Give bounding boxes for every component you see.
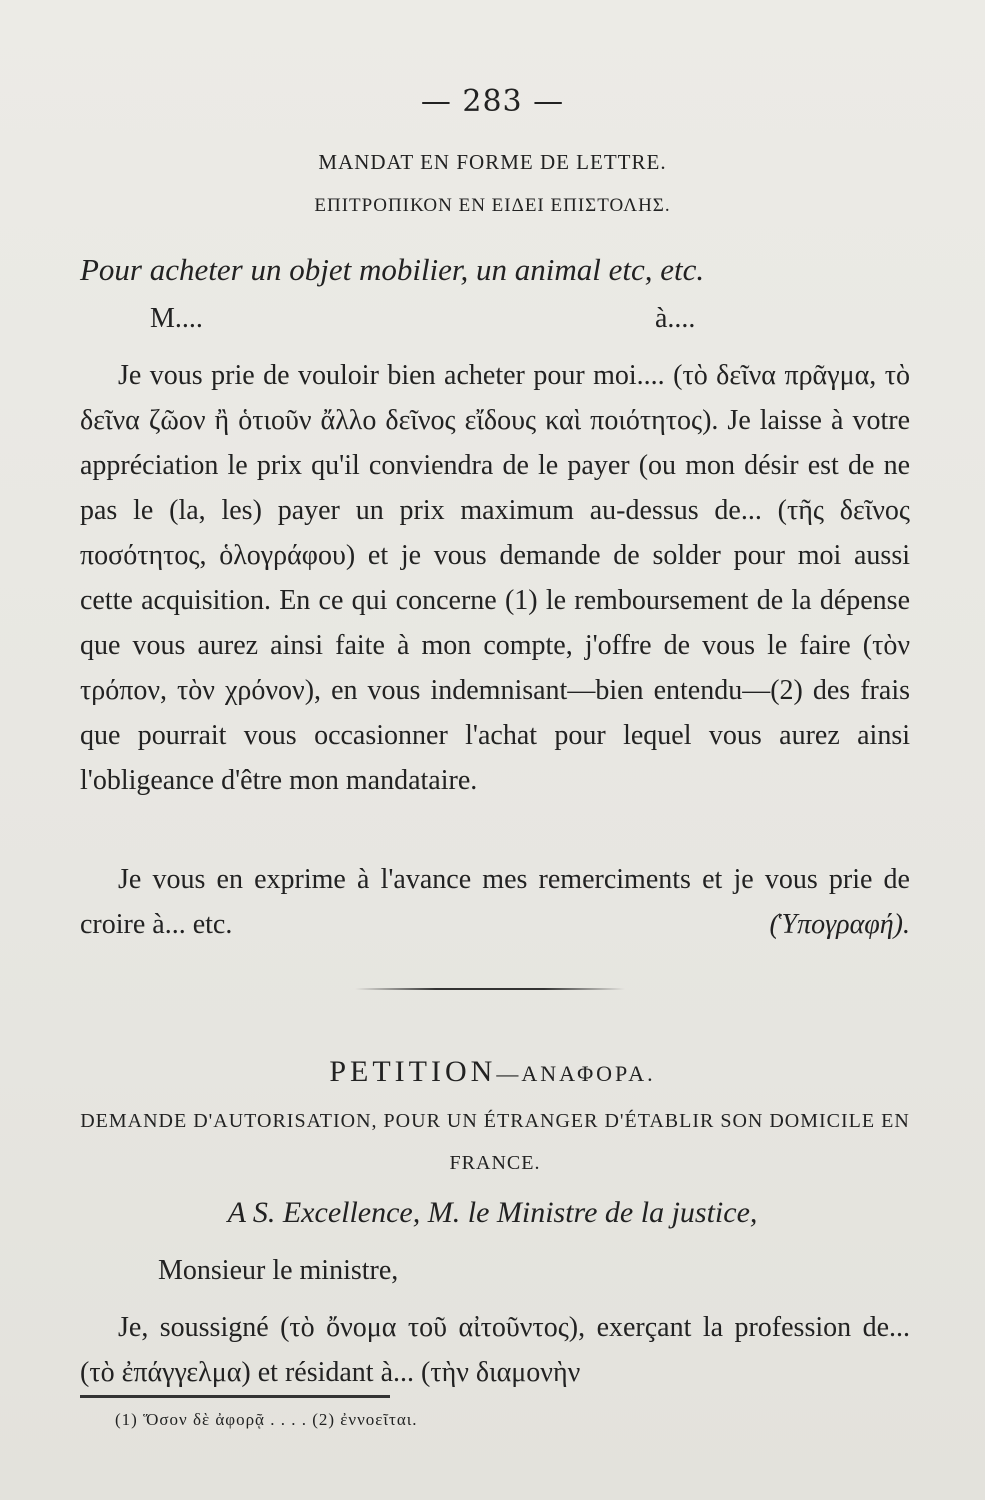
signature: (Ὑπογραφή).: [769, 909, 910, 940]
address-line: A S. Excellence, M. le Ministre de la justice,: [227, 1196, 758, 1229]
subtitle: Pour acheter un objet mobilier, un animal etc, etc.: [80, 252, 705, 287]
salutation-recipient: M....: [150, 303, 203, 334]
petition-title: [0, 1055, 985, 1089]
paragraph-2: [80, 857, 910, 947]
heading-french: MANDAT EN FORME DE LETTRE.: [318, 150, 667, 174]
petition-title-greek: —ΑΝΑΦΟΡΑ.: [496, 1061, 656, 1086]
salutation: [150, 303, 750, 335]
paragraph-1: Je vous prie de vouloir bien acheter pour moi.... (τὸ δεῖνα πρᾶγμα, τὸ δεῖνα ζῶον ἢ ὁτιοῦν ἄλλο δεῖνος εἴδους καὶ ποιότητος). Je laisse à votre appréciation le prix qu'il conviendra de le payer (ou mon désir est de ne pas le (la, les) payer un prix maximum au-dessus de... (τῆς δεῖνος ποσότητος, ὁλογράφου) et je vous demande de solder pour moi aussi cette acquisition. En ce qui concerne (1) le remboursement de la dépense que vous aurez ainsi faite à mon compte, j'offre de vous le faire (τὸν τρόπον, τὸν χρόνον), en vous indemnisant—bien entendu—(2) des frais que pourrait vous occasionner l'achat pour lequel vous aurez ainsi l'obligeance d'être mon mandataire.: [80, 360, 910, 796]
greeting: Monsieur le ministre,: [158, 1255, 399, 1286]
salutation-place: à....: [655, 303, 696, 334]
page-number: — 283 —: [420, 84, 565, 119]
paragraph-2-text: Je vous en exprime à l'avance mes remerciments et je vous prie de croire à... etc.: [80, 864, 910, 940]
petition-title-text: PETITION: [329, 1055, 497, 1088]
footnote-rule: [80, 1395, 390, 1398]
paragraph-3: Je, soussigné (τὸ ὄνομα τοῦ αἰτοῦντος), exerçant la profession de... (τὸ ἐπάγγελμα) et résidant à... (τὴν διαμονὴν: [80, 1312, 910, 1388]
heading-3: DEMANDE D'AUTORISATION, POUR UN ÉTRANGER D'ÉTABLIR SON DOMICILE EN FRANCE.: [80, 1110, 910, 1174]
footnote: (1) Ὅσον δὲ ἀφορᾷ . . . . (2) ἐννοεῖται.: [115, 1410, 418, 1429]
divider: [355, 988, 625, 990]
heading-greek: ΕΠΙΤΡΟΠΙΚΟΝ ΕΝ ΕΙΔΕΙ ΕΠΙΣΤΟΛΗΣ.: [314, 195, 671, 216]
